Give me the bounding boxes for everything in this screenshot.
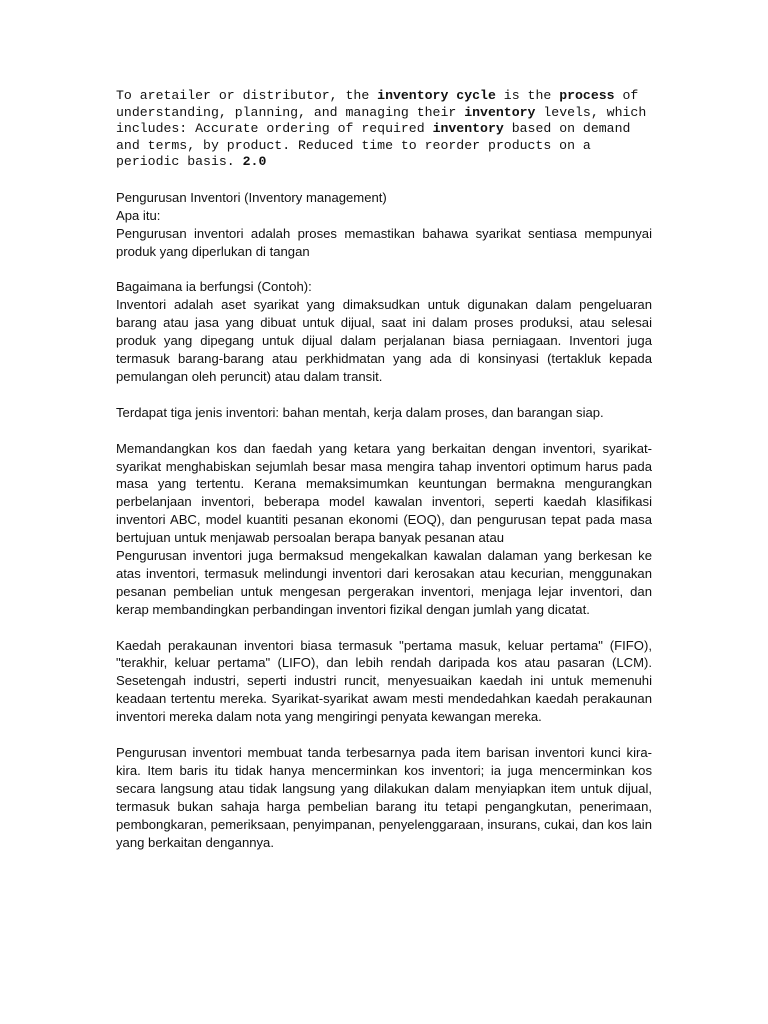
intro-paragraph — [116, 88, 652, 171]
intro-bold-version: 2.0 — [242, 154, 267, 170]
types-paragraph: Terdapat tiga jenis inventori: bahan mentah, kerja dalam proses, dan barangan siap. — [116, 404, 604, 420]
spacer — [116, 261, 652, 279]
internal-control-paragraph: Pengurusan inventori juga bermaksud mengekalkan kawalan dalaman yang berkesan ke atas inventori, termasuk melindungi inventori dari kerosakan atau kecurian, menggunakan pesanan pembelian untuk mengesan pergerakan inventori, menjaga lejar inventori, dan kerap membandingkan perbandingan inventori fizikal dengan jumlah yang dicatat. — [116, 548, 652, 617]
example-paragraph: Inventori adalah aset syarikat yang dimaksudkan untuk digunakan dalam pengeluaran barang atau jasa yang dibuat untuk dijual, saat ini dalam proses produksi, atau selesai produk yang dipegang untuk dijual dalam perjalanan biasa perniagaan. Inventori juga termasuk barang-barang atau perkhidmatan yang ada di konsinyasi (tertakluk kepada pemulangan oleh peruncit) atau dalam transit. — [116, 297, 652, 385]
balance-sheet-paragraph: Pengurusan inventori membuat tanda terbesarnya pada item barisan inventori kunci kira-kira. Item baris itu tidak hanya mencerminkan kos inventori; ia juga mencerminkan kos secara langsung atau tidak langsung yang dilakukan dalam menyiapkan item untuk dijual, termasuk bukan sahaja harga pembelian barang itu tetapi pengangkutan, penerimaan, pembongkaran, pemeriksaan, penyimpanan, penyelenggaraan, insurans, cukai, dan kos lain yang berkaitan dengannya. — [116, 744, 652, 850]
intro-text-3: of understanding, planning, and managing their — [116, 88, 639, 120]
intro-bold-process: process — [559, 88, 615, 103]
spacer — [116, 619, 652, 637]
cost-benefit-paragraph: Memandangkan kos dan faedah yang ketara yang berkaitan dengan inventori, syarikat-syarikat menghabiskan sejumlah besar masa mengira tahap inventori optimum harus pada masa yang tertentu. Kerana memaksimumkan keuntungan bermakna mengurangkan perbelanjaan inventori, beberapa model kawalan inventori, seperti kaedah klasifikasi inventori ABC, model kuantiti pesanan ekonomi (EOQ), dan pengurusan tepat pada masa bertujuan untuk menjawab persoalan berapa banyak pesanan atau — [116, 440, 652, 546]
intro-text-1: To aretailer or distributor, the — [116, 88, 378, 103]
document-page — [116, 88, 652, 851]
definition-paragraph: Pengurusan inventori adalah proses memastikan bahawa syarikat sentiasa mempunyai produk yang diperlukan di tangan — [116, 225, 652, 259]
intro-bold-inventory-1: inventory — [464, 104, 536, 120]
intro-text-2: is the — [495, 88, 560, 103]
section-subheading: Apa itu: — [116, 207, 161, 223]
spacer — [116, 726, 652, 744]
intro-text-4: levels, which includes: Accurate ordering of required — [116, 104, 647, 137]
intro-bold-inventory-cycle: inventory cycle — [377, 88, 496, 103]
spacer — [116, 386, 652, 404]
example-heading: Bagaimana ia berfungsi (Contoh): — [116, 279, 312, 295]
section-heading: Pengurusan Inventori (Inventory management) — [116, 189, 387, 205]
accounting-methods-paragraph: Kaedah perakaunan inventori biasa termasuk "pertama masuk, keluar pertama" (FIFO), "terakhir, keluar pertama" (LIFO), dan lebih rendah daripada kos atau pasaran (LCM). Sesetengah industri, seperti industri runcit, menyesuaikan kaedah ini untuk memenuhi keadaan tertentu mereka. Syarikat-syarikat awam mesti mendedahkan kaedah perakaunan inventori mereka dalam nota yang mengiringi penyata kewangan mereka. — [116, 637, 652, 725]
spacer — [116, 422, 652, 440]
intro-text-5: based on demand and terms, by product. Reduced time to reorder products on a periodic basis. — [116, 121, 631, 170]
intro-bold-inventory-2: inventory — [432, 121, 504, 137]
